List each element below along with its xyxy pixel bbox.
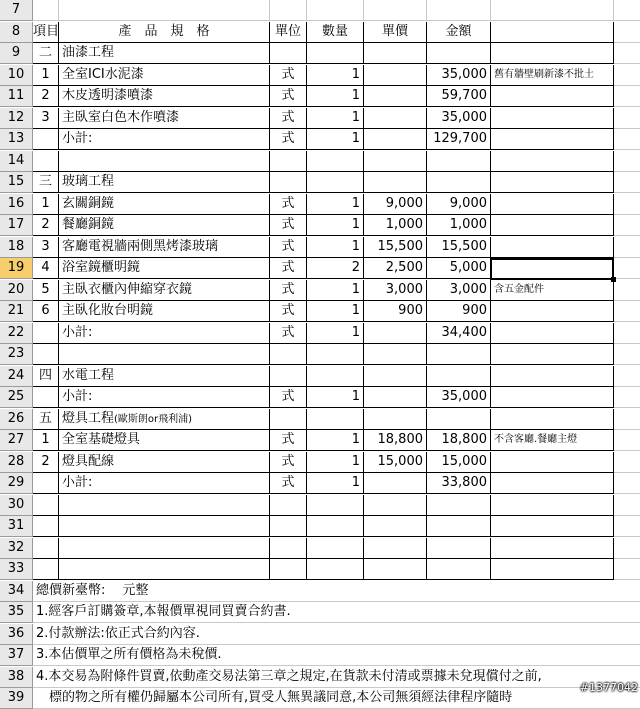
row-header[interactable]: 33 xyxy=(0,559,33,580)
cell-unit[interactable]: 式 xyxy=(270,473,307,494)
row-header[interactable]: 14 xyxy=(0,151,33,172)
cell-empty[interactable] xyxy=(33,559,59,580)
sheet-row-23 xyxy=(0,344,640,365)
row-header[interactable]: 31 xyxy=(0,516,33,537)
row-header[interactable]: 9 xyxy=(0,43,33,64)
cell-price[interactable] xyxy=(364,366,427,387)
cell-unit[interactable] xyxy=(270,43,307,64)
cell-num[interactable] xyxy=(33,473,59,494)
cell-empty[interactable] xyxy=(33,344,59,365)
cell-unit[interactable] xyxy=(270,409,307,430)
cell-num[interactable]: 5 xyxy=(33,280,59,301)
row-header[interactable]: 11 xyxy=(0,86,33,107)
cell-num[interactable]: 3 xyxy=(33,237,59,258)
cell-empty[interactable] xyxy=(427,538,491,559)
cell-num[interactable]: 四 xyxy=(33,366,59,387)
footer-text[interactable]: 4.本交易為附條件買賣,依動產交易法第三章之規定,在貨款未付清或票據未兌現償付之前, xyxy=(33,667,640,688)
cell-empty[interactable] xyxy=(307,559,364,580)
sheet-row-21 xyxy=(0,301,640,322)
cell-empty[interactable] xyxy=(491,495,614,516)
sheet-row-24 xyxy=(0,366,640,387)
cell-qty[interactable]: 1 xyxy=(307,387,364,408)
cell-extra[interactable] xyxy=(614,258,640,279)
sheet-row-22 xyxy=(0,323,640,344)
cell-num[interactable]: 五 xyxy=(33,409,59,430)
cell-price[interactable] xyxy=(364,323,427,344)
cell-empty[interactable] xyxy=(614,516,640,537)
cell-name[interactable]: 主臥室白色木作噴漆 xyxy=(59,108,270,129)
cell-extra[interactable] xyxy=(614,473,640,494)
cell-num[interactable]: 1 xyxy=(33,65,59,86)
row-header[interactable]: 36 xyxy=(0,624,33,645)
cell-empty[interactable] xyxy=(491,516,614,537)
sheet-row-27 xyxy=(0,430,640,451)
row-header[interactable]: 32 xyxy=(0,538,33,559)
cell-empty[interactable] xyxy=(270,516,307,537)
cell-empty[interactable] xyxy=(307,151,364,172)
cell-price[interactable] xyxy=(364,409,427,430)
sheet-row-13 xyxy=(0,129,640,150)
cell-amount[interactable]: 1,000 xyxy=(427,215,491,236)
cell-price[interactable] xyxy=(364,473,427,494)
cell-extra[interactable] xyxy=(614,387,640,408)
cell-price[interactable] xyxy=(364,65,427,86)
cell-price[interactable]: 18,800 xyxy=(364,430,427,451)
cell-price[interactable] xyxy=(364,43,427,64)
cell-unit[interactable]: 式 xyxy=(270,387,307,408)
cell-empty[interactable] xyxy=(307,344,364,365)
cell-num[interactable] xyxy=(33,387,59,408)
sheet-row-36 xyxy=(0,624,640,645)
cell-name[interactable]: 餐廳銅鏡 xyxy=(59,215,270,236)
cell-num[interactable] xyxy=(33,323,59,344)
cell-qty[interactable]: 1 xyxy=(307,108,364,129)
cell-extra[interactable] xyxy=(614,129,640,150)
row-header[interactable]: 39 xyxy=(0,688,33,709)
cell-amount[interactable] xyxy=(427,409,491,430)
cell-note[interactable]: 不含客廳.餐廳主燈 xyxy=(491,430,614,451)
cell-note[interactable] xyxy=(491,301,614,322)
cell-empty[interactable] xyxy=(270,538,307,559)
column-header-spec[interactable]: 產 品 規 格 xyxy=(59,22,270,43)
column-header-unit[interactable]: 單位 xyxy=(270,22,307,43)
cell-empty[interactable] xyxy=(364,495,427,516)
cell-qty[interactable]: 1 xyxy=(307,280,364,301)
cell-price[interactable]: 15,000 xyxy=(364,452,427,473)
cell-empty[interactable] xyxy=(614,344,640,365)
cell-amount[interactable]: 5,000 xyxy=(427,258,491,279)
cell-num[interactable]: 3 xyxy=(33,108,59,129)
cell-amount[interactable]: 59,700 xyxy=(427,86,491,107)
sheet-row-9 xyxy=(0,43,640,64)
cell-amount[interactable]: 3,000 xyxy=(427,280,491,301)
cell-amount[interactable]: 35,000 xyxy=(427,108,491,129)
cell-amount[interactable]: 900 xyxy=(427,301,491,322)
cell-amount[interactable]: 129,700 xyxy=(427,129,491,150)
row-header[interactable]: 17 xyxy=(0,215,33,236)
sheet-row-30 xyxy=(0,495,640,516)
cell-qty[interactable]: 1 xyxy=(307,237,364,258)
cell-empty[interactable] xyxy=(307,538,364,559)
cell-qty[interactable]: 1 xyxy=(307,301,364,322)
row-header[interactable]: 8 xyxy=(0,22,33,43)
selected-cell-g19[interactable] xyxy=(490,258,614,280)
cell-empty[interactable] xyxy=(427,0,491,21)
row-header[interactable]: 13 xyxy=(0,129,33,150)
cell-extra[interactable] xyxy=(614,301,640,322)
cell-num[interactable]: 三 xyxy=(33,172,59,193)
cell-unit[interactable]: 式 xyxy=(270,215,307,236)
row-header[interactable]: 25 xyxy=(0,387,33,408)
cell-note[interactable] xyxy=(491,194,614,215)
cell-price[interactable]: 15,500 xyxy=(364,237,427,258)
cell-unit[interactable]: 式 xyxy=(270,323,307,344)
cell-name[interactable]: 油漆工程 xyxy=(59,43,270,64)
cell-price[interactable]: 1,000 xyxy=(364,215,427,236)
cell-price[interactable] xyxy=(364,129,427,150)
row-header[interactable]: 26 xyxy=(0,409,33,430)
cell-price[interactable] xyxy=(364,86,427,107)
cell-name[interactable]: 小計: xyxy=(59,473,270,494)
sheet-row-14 xyxy=(0,151,640,172)
cell-unit[interactable]: 式 xyxy=(270,65,307,86)
row-header[interactable]: 22 xyxy=(0,323,33,344)
cell-empty[interactable] xyxy=(491,151,614,172)
cell-empty[interactable] xyxy=(59,344,270,365)
cell-note[interactable] xyxy=(491,172,614,193)
cell-name[interactable]: 全室基礎燈具 xyxy=(59,430,270,451)
cell-empty[interactable] xyxy=(307,516,364,537)
cell-qty[interactable]: 1 xyxy=(307,215,364,236)
cell-empty[interactable] xyxy=(427,151,491,172)
cell-extra[interactable] xyxy=(614,366,640,387)
row-header[interactable]: 29 xyxy=(0,473,33,494)
cell-name[interactable]: 客廳電視牆兩側黑烤漆玻璃 xyxy=(59,237,270,258)
cell-extra[interactable] xyxy=(614,172,640,193)
footer-text[interactable]: 1.經客戶訂購簽章,本報價單視同買賣合約書. xyxy=(33,602,640,623)
cell-amount[interactable]: 15,500 xyxy=(427,237,491,258)
cell-name[interactable]: 主臥衣櫃內伸縮穿衣鏡 xyxy=(59,280,270,301)
cell-amount[interactable]: 35,000 xyxy=(427,65,491,86)
cell-num[interactable]: 2 xyxy=(33,86,59,107)
cell-note[interactable] xyxy=(491,215,614,236)
cell-num[interactable]: 6 xyxy=(33,301,59,322)
cell-empty[interactable] xyxy=(33,516,59,537)
cell-note[interactable] xyxy=(491,237,614,258)
cell-unit[interactable]: 式 xyxy=(270,237,307,258)
cell-amount[interactable] xyxy=(427,172,491,193)
cell-note[interactable] xyxy=(491,43,614,64)
cell-empty[interactable] xyxy=(491,538,614,559)
cell-amount[interactable]: 9,000 xyxy=(427,194,491,215)
cell-empty[interactable] xyxy=(427,516,491,537)
cell-extra[interactable] xyxy=(614,280,640,301)
sheet-row-39 xyxy=(0,688,640,709)
column-header-amount[interactable]: 金額 xyxy=(427,22,491,43)
cell-empty[interactable] xyxy=(33,538,59,559)
cell-extra[interactable] xyxy=(614,430,640,451)
cell-note[interactable] xyxy=(491,323,614,344)
cell-note[interactable] xyxy=(491,86,614,107)
row-header[interactable]: 23 xyxy=(0,344,33,365)
cell-num[interactable]: 2 xyxy=(33,452,59,473)
cell-note[interactable] xyxy=(491,473,614,494)
cell-unit[interactable]: 式 xyxy=(270,129,307,150)
row-header[interactable]: 34 xyxy=(0,581,33,602)
sheet-row-26 xyxy=(0,409,640,430)
column-header-item[interactable]: 項目 xyxy=(33,22,59,43)
cell-num[interactable]: 二 xyxy=(33,43,59,64)
cell-empty[interactable] xyxy=(307,495,364,516)
cell-empty[interactable] xyxy=(427,559,491,580)
sheet-row-33 xyxy=(0,559,640,580)
cell-num[interactable]: 1 xyxy=(33,430,59,451)
cell-num[interactable]: 1 xyxy=(33,194,59,215)
cell-price[interactable] xyxy=(364,108,427,129)
cell-qty[interactable]: 1 xyxy=(307,430,364,451)
cell-unit[interactable]: 式 xyxy=(270,280,307,301)
cell-name[interactable]: 玻璃工程 xyxy=(59,172,270,193)
cell-unit[interactable]: 式 xyxy=(270,430,307,451)
cell-empty[interactable] xyxy=(614,0,640,21)
cell-empty[interactable] xyxy=(614,559,640,580)
row-header[interactable]: 37 xyxy=(0,645,33,666)
cell-unit[interactable] xyxy=(270,172,307,193)
footer-text[interactable]: 3.本估價單之所有價格為未稅價. xyxy=(33,645,640,666)
cell-empty[interactable] xyxy=(59,0,270,21)
row-header[interactable]: 19 xyxy=(0,258,33,279)
row-header[interactable]: 12 xyxy=(0,108,33,129)
row-header[interactable]: 15 xyxy=(0,172,33,193)
cell-note[interactable] xyxy=(491,366,614,387)
cell-qty[interactable]: 1 xyxy=(307,129,364,150)
cell-name[interactable]: 小計: xyxy=(59,387,270,408)
cell-qty[interactable]: 1 xyxy=(307,323,364,344)
row-header[interactable]: 38 xyxy=(0,667,33,688)
cell-extra[interactable] xyxy=(614,237,640,258)
fill-handle[interactable] xyxy=(611,277,616,282)
cell-extra[interactable] xyxy=(614,323,640,344)
cell-unit[interactable]: 式 xyxy=(270,301,307,322)
row-header[interactable]: 24 xyxy=(0,366,33,387)
cell-name[interactable] xyxy=(59,409,270,430)
row-header[interactable]: 7 xyxy=(0,0,33,21)
cell-qty[interactable] xyxy=(307,366,364,387)
sheet-row-20 xyxy=(0,280,640,301)
footer-text[interactable]: 標的物之所有權仍歸屬本公司所有,買受人無異議同意,本公司無須經法律程序隨時 xyxy=(33,688,640,709)
sheet-row-34 xyxy=(0,581,640,602)
cell-empty[interactable] xyxy=(270,495,307,516)
cell-empty[interactable] xyxy=(614,151,640,172)
cell-name-note: (歐斯朗or飛利浦) xyxy=(114,414,193,425)
cell-note[interactable] xyxy=(491,409,614,430)
cell-amount[interactable]: 34,400 xyxy=(427,323,491,344)
cell-num[interactable] xyxy=(33,129,59,150)
column-header-price[interactable]: 單價 xyxy=(364,22,427,43)
row-header[interactable]: 30 xyxy=(0,495,33,516)
sheet-row-28 xyxy=(0,452,640,473)
cell-empty[interactable] xyxy=(427,495,491,516)
cell-qty[interactable]: 1 xyxy=(307,194,364,215)
cell-empty[interactable] xyxy=(614,495,640,516)
footer-text[interactable]: 總價新臺幣: 元整 xyxy=(33,581,640,602)
cell-note[interactable]: 舊有牆壁刷新漆不批土 xyxy=(491,65,614,86)
cell-note[interactable] xyxy=(491,108,614,129)
row-header[interactable]: 28 xyxy=(0,452,33,473)
cell-extra[interactable] xyxy=(614,43,640,64)
cell-unit[interactable]: 式 xyxy=(270,258,307,279)
cell-note[interactable] xyxy=(491,452,614,473)
cell-unit[interactable] xyxy=(270,366,307,387)
sheet-row-32 xyxy=(0,538,640,559)
cell-empty[interactable] xyxy=(59,516,270,537)
cell-price[interactable]: 3,000 xyxy=(364,280,427,301)
cell-amount[interactable]: 18,800 xyxy=(427,430,491,451)
cell-price[interactable]: 900 xyxy=(364,301,427,322)
cell-extra[interactable] xyxy=(614,86,640,107)
cell-amount[interactable]: 33,800 xyxy=(427,473,491,494)
cell-amount[interactable] xyxy=(427,366,491,387)
row-header[interactable]: 27 xyxy=(0,430,33,451)
cell-price[interactable]: 9,000 xyxy=(364,194,427,215)
sheet-row-7 xyxy=(0,0,640,21)
cell-name[interactable]: 全室ICI水泥漆 xyxy=(59,65,270,86)
cell-empty[interactable] xyxy=(59,495,270,516)
cell-empty[interactable] xyxy=(270,344,307,365)
sheet-row-38 xyxy=(0,667,640,688)
cell-empty[interactable] xyxy=(364,344,427,365)
cell-unit[interactable]: 式 xyxy=(270,452,307,473)
sheet-row-16 xyxy=(0,194,640,215)
cell-name[interactable]: 小計: xyxy=(59,129,270,150)
cell-qty[interactable] xyxy=(307,43,364,64)
cell-extra[interactable] xyxy=(614,409,640,430)
row-header[interactable]: 16 xyxy=(0,194,33,215)
cell-extra[interactable] xyxy=(614,194,640,215)
cell-empty[interactable] xyxy=(307,0,364,21)
cell-name[interactable]: 玄關銅鏡 xyxy=(59,194,270,215)
cell-name[interactable]: 主臥化妝台明鏡 xyxy=(59,301,270,322)
cell-price[interactable]: 2,500 xyxy=(364,258,427,279)
cell-name[interactable]: 浴室鏡櫃明鏡 xyxy=(59,258,270,279)
cell-extra[interactable] xyxy=(614,452,640,473)
cell-qty[interactable]: 1 xyxy=(307,86,364,107)
cell-num[interactable]: 4 xyxy=(33,258,59,279)
cell-empty[interactable] xyxy=(33,151,59,172)
cell-empty[interactable] xyxy=(270,559,307,580)
cell-note[interactable] xyxy=(491,129,614,150)
cell-price[interactable] xyxy=(364,387,427,408)
cell-extra[interactable] xyxy=(614,65,640,86)
row-header[interactable]: 20 xyxy=(0,280,33,301)
cell-empty[interactable] xyxy=(364,516,427,537)
cell-price[interactable] xyxy=(364,172,427,193)
watermark: #1377042 xyxy=(579,681,638,694)
cell-extra[interactable] xyxy=(614,215,640,236)
cell-empty[interactable] xyxy=(270,0,307,21)
cell-num[interactable]: 2 xyxy=(33,215,59,236)
sheet-row-18 xyxy=(0,237,640,258)
cell-empty[interactable] xyxy=(364,0,427,21)
cell-empty[interactable] xyxy=(59,538,270,559)
sheet-row-15 xyxy=(0,172,640,193)
cell-empty[interactable] xyxy=(491,0,614,21)
cell-qty[interactable]: 1 xyxy=(307,452,364,473)
sheet-row-29 xyxy=(0,473,640,494)
row-header[interactable]: 18 xyxy=(0,237,33,258)
cell-amount[interactable] xyxy=(427,43,491,64)
sheet-row-31 xyxy=(0,516,640,537)
row-header[interactable]: 35 xyxy=(0,602,33,623)
cell-empty[interactable] xyxy=(364,151,427,172)
cell-empty[interactable] xyxy=(491,22,614,43)
cell-note[interactable] xyxy=(491,387,614,408)
cell-empty[interactable] xyxy=(491,344,614,365)
cell-empty[interactable] xyxy=(614,538,640,559)
sheet-row-10 xyxy=(0,65,640,86)
sheet-row-35 xyxy=(0,602,640,623)
cell-name-main: 燈具工程 xyxy=(62,411,115,426)
row-header[interactable]: 10 xyxy=(0,65,33,86)
cell-empty[interactable] xyxy=(614,22,640,43)
cell-empty[interactable] xyxy=(270,151,307,172)
cell-name[interactable]: 木皮透明漆噴漆 xyxy=(59,86,270,107)
footer-text[interactable]: 2.付款辦法:依正式合約內容. xyxy=(33,624,640,645)
cell-extra[interactable] xyxy=(614,108,640,129)
cell-name[interactable]: 小計: xyxy=(59,323,270,344)
cell-unit[interactable]: 式 xyxy=(270,194,307,215)
cell-qty[interactable]: 1 xyxy=(307,473,364,494)
cell-empty[interactable] xyxy=(427,344,491,365)
cell-unit[interactable]: 式 xyxy=(270,108,307,129)
cell-empty[interactable] xyxy=(33,495,59,516)
cell-qty[interactable]: 1 xyxy=(307,65,364,86)
sheet-row-11 xyxy=(0,86,640,107)
cell-empty[interactable] xyxy=(59,559,270,580)
cell-qty[interactable]: 2 xyxy=(307,258,364,279)
row-header[interactable]: 21 xyxy=(0,301,33,322)
cell-qty[interactable] xyxy=(307,409,364,430)
cell-empty[interactable] xyxy=(491,559,614,580)
sheet-row-8 xyxy=(0,22,640,43)
cell-empty[interactable] xyxy=(364,538,427,559)
cell-name[interactable]: 燈具配線 xyxy=(59,452,270,473)
cell-empty[interactable] xyxy=(33,0,59,21)
sheet-row-37 xyxy=(0,645,640,666)
cell-qty[interactable] xyxy=(307,172,364,193)
cell-empty[interactable] xyxy=(59,151,270,172)
cell-amount[interactable]: 15,000 xyxy=(427,452,491,473)
cell-name[interactable]: 水電工程 xyxy=(59,366,270,387)
column-header-qty[interactable]: 數量 xyxy=(307,22,364,43)
cell-note[interactable]: 含五金配件 xyxy=(491,280,614,301)
cell-empty[interactable] xyxy=(364,559,427,580)
sheet-row-12 xyxy=(0,108,640,129)
cell-unit[interactable]: 式 xyxy=(270,86,307,107)
cell-amount[interactable]: 35,000 xyxy=(427,387,491,408)
sheet-row-25 xyxy=(0,387,640,408)
sheet-row-17 xyxy=(0,215,640,236)
